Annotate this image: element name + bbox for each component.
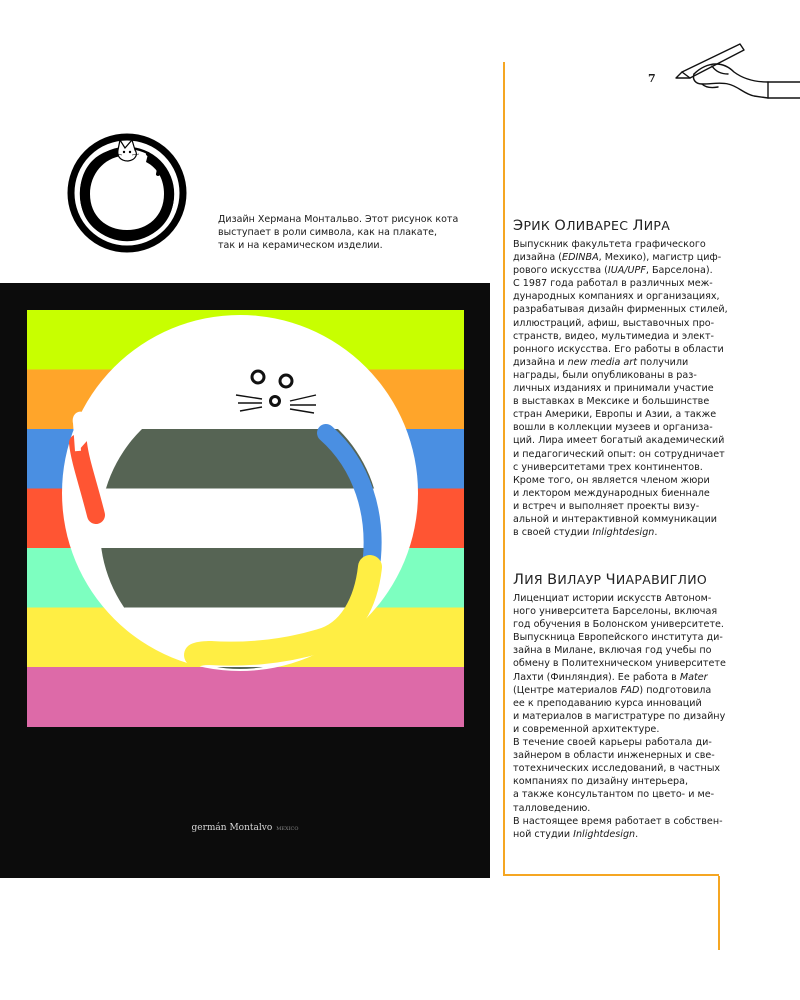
bio-line: год обучения в Болонском университете. xyxy=(513,619,724,631)
bio-line: стран Америки, Европы и Азии, а также xyxy=(513,409,717,421)
bio-line: в своей студии Inlightdesign. xyxy=(513,527,658,539)
name-initial: Л xyxy=(513,572,525,588)
figure-caption xyxy=(218,213,468,252)
bio-line: дизайна (EDINBA, Мехико), магистр циф- xyxy=(513,252,722,264)
drawing-hand-icon xyxy=(672,38,800,118)
bio-line: с университетами трех континентов. xyxy=(513,461,703,473)
name-initial: О xyxy=(554,218,567,234)
name-rest: ИРА xyxy=(643,218,671,233)
poster-signature-note: MEXICO xyxy=(276,826,299,832)
page-number: 7 xyxy=(648,72,656,85)
cat-poster xyxy=(0,283,490,878)
bio-line: и педагогический опыт: он сотрудничает xyxy=(513,448,725,460)
bio-line: ной студии Inlightdesign. xyxy=(513,828,639,840)
caption-line: так и на керамическом изделии. xyxy=(218,240,383,251)
author-bio-eric xyxy=(513,238,728,539)
bio-line: зайнером в области инженерных и све- xyxy=(513,750,715,762)
bio-line: и встреч и выполняет проекты визу- xyxy=(513,500,700,512)
bio-line: (Центре материалов FAD) подготовила xyxy=(513,684,712,696)
bio-line: рового искусства (IUA/UPF, Барселона). xyxy=(513,265,713,277)
name-rest: ЛИВАРЕС xyxy=(566,218,633,233)
cat-tail-end xyxy=(196,653,210,655)
name-initial: Э xyxy=(513,218,524,234)
bio-line: ее к преподаванию курса инноваций xyxy=(513,697,702,709)
caption-line: выступает в роли символа, как на плакате, xyxy=(218,227,437,238)
bio-line: ронного искусства. Его работы в области xyxy=(513,343,724,355)
column-rule-bottom xyxy=(718,876,720,950)
bio-line: разрабатывая дизайн фирменных стилей, xyxy=(513,304,728,316)
bio-line: иллюстраций, афиш, выставочных про- xyxy=(513,317,715,329)
poster-artwork xyxy=(0,283,490,878)
cat-symbol-illustration xyxy=(62,128,192,258)
bio-line: Кроме того, он является членом жюри xyxy=(513,474,710,486)
bio-line: альной и интерактивной коммуникации xyxy=(513,513,718,525)
caption-line: Дизайн Хермана Монтальво. Этот рисунок кота xyxy=(218,214,459,225)
bio-line: компаниях по дизайну интерьера, xyxy=(513,776,688,788)
poster-signature-text: germán Montalvo xyxy=(191,823,273,833)
name-rest: РИК xyxy=(523,218,555,233)
author-name-lia xyxy=(513,572,707,588)
bio-line: обмену в Политехническом университете xyxy=(513,658,726,670)
poster-signature xyxy=(0,823,490,833)
bio-line: в выставках в Мексике и большинстве xyxy=(513,396,710,408)
bio-line: вошли в коллекции музеев и организа- xyxy=(513,422,713,434)
bio-line: талловедению. xyxy=(513,802,591,814)
bio-line: странств, видео, мультимедиа и элект- xyxy=(513,330,715,342)
bio-line: тотехнических исследований, в частных xyxy=(513,763,721,775)
bio-line: дизайна и new media art получили xyxy=(513,356,689,368)
bio-line: Выпускница Европейского института ди- xyxy=(513,632,723,644)
bio-line: Лиценциат истории искусств Автоном- xyxy=(513,593,712,604)
bio-line: ций. Лира имеет богатый академический xyxy=(513,435,725,447)
name-rest: ИАРАВИГЛИО xyxy=(615,572,708,587)
bio-line: награды, были опубликованы в раз- xyxy=(513,369,697,381)
poster-stripe xyxy=(27,667,464,727)
name-initial: Л xyxy=(632,218,644,234)
bio-line: Лахти (Финляндия). Ее работа в Mater xyxy=(513,671,708,683)
name-rest: ИЯ xyxy=(524,572,548,587)
bio-line: Выпускник факультета графического xyxy=(513,239,706,250)
bio-line: а также консультантом по цвето- и ме- xyxy=(513,789,715,801)
bio-line: личных изданиях и принимали участие xyxy=(513,383,714,395)
bio-line: дународных компаниях и организациях, xyxy=(513,291,720,303)
bio-line: В настоящее время работает в собствен- xyxy=(513,815,723,827)
column-rule-top xyxy=(503,62,505,874)
bio-line: и современной архитектуре. xyxy=(513,723,660,735)
bio-line: В течение своей карьеры работала ди- xyxy=(513,737,712,749)
author-bio-lia xyxy=(513,592,726,841)
name-rest: ИЛАУР xyxy=(557,572,606,587)
name-initial: Ч xyxy=(605,572,616,588)
bio-line: и лектором международных биеннале xyxy=(513,487,710,499)
bio-line: ного университета Барселоны, включая xyxy=(513,606,718,618)
name-initial: В xyxy=(547,572,558,588)
bio-line: и материалов в магистратуре по дизайну xyxy=(513,710,726,722)
column-rule-join xyxy=(503,874,719,876)
bio-line: зайна в Милане, включая год учебы по xyxy=(513,645,712,657)
author-name-eric xyxy=(513,218,670,234)
bio-line: С 1987 года работал в различных меж- xyxy=(513,278,713,290)
